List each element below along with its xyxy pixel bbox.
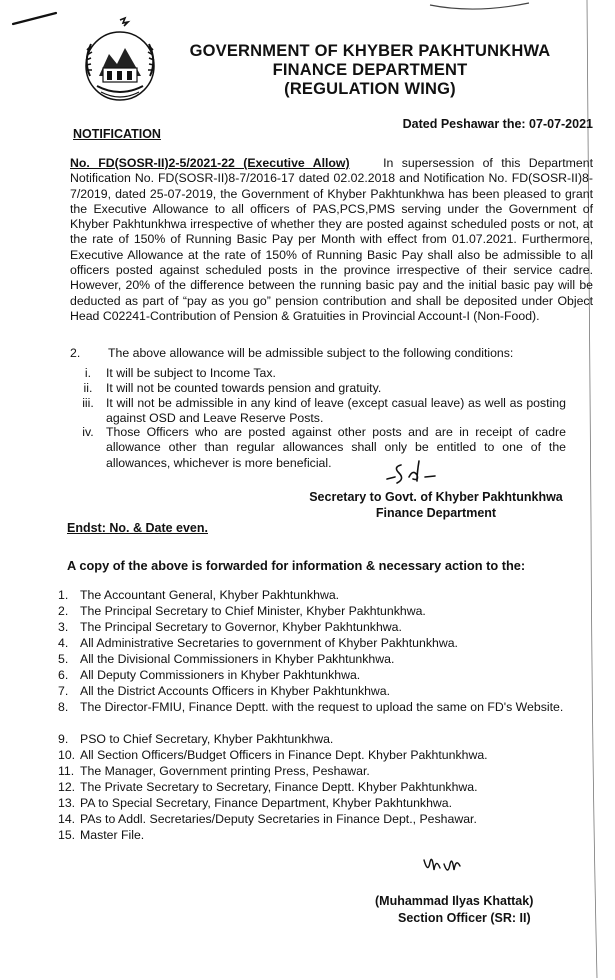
condition-text: It will be subject to Income Tax.	[106, 366, 276, 380]
condition-number: ii.	[83, 381, 93, 395]
distribution-item	[58, 604, 588, 619]
condition-text: Those Officers who are posted against other posts and are in receipt of cadre allowance other than regular allowances shall only be entitled to one of the allowances, whichever is more beneficial.	[106, 425, 566, 470]
header-line-department: FINANCE DEPARTMENT	[272, 61, 468, 79]
distribution-number: 10.	[58, 748, 76, 762]
distribution-text: Master File.	[80, 828, 145, 842]
paragraph-2-text: The above allowance will be admissible subject to the following conditions:	[108, 346, 514, 360]
signer-designation: Secretary to Govt. of Khyber Pakhtunkhwa	[309, 490, 563, 504]
distribution-number: 14.	[58, 812, 76, 826]
distribution-item	[58, 748, 588, 763]
distribution-item	[58, 796, 588, 811]
distribution-text: The Private Secretary to Secretary, Finance Deptt. Khyber Pakhtunkhwa.	[80, 780, 478, 794]
condition-text: It will not be counted towards pension and gratuity.	[106, 381, 382, 395]
handwritten-sd-signature	[383, 457, 443, 487]
distribution-text: The Principal Secretary to Chief Minister, Khyber Pakhtunkhwa.	[80, 604, 426, 618]
distribution-number: 15.	[58, 828, 76, 842]
distribution-item	[58, 668, 588, 683]
margin-mark-right	[585, 0, 615, 980]
distribution-number: 4.	[58, 636, 69, 650]
section-officer-name: (Muhammad Ilyas Khattak)	[375, 894, 534, 908]
distribution-item	[58, 636, 588, 651]
distribution-number: 2.	[58, 604, 69, 618]
condition-number: iii.	[82, 396, 94, 410]
distribution-item	[58, 700, 588, 715]
distribution-text: The Principal Secretary to Governor, Khyber Pakhtunkhwa.	[80, 620, 402, 634]
distribution-item	[58, 828, 588, 843]
distribution-text: All the Divisional Commissioners in Khyber Pakhtunkhwa.	[80, 652, 395, 666]
section-officer-title: Section Officer (SR: II)	[398, 911, 531, 925]
distribution-item	[58, 780, 588, 795]
distribution-item	[58, 684, 588, 699]
distribution-text: PA to Special Secretary, Finance Department, Khyber Pakhtunkhwa.	[80, 796, 453, 810]
notification-body: In supersession of this Department Notification No. FD(SOSR-II)8-7/2016-17 dated 02.02.2018 and Notification No. FD(SOSR-II)8-7/2019, dated 25-07-2019, the Government of Khyber Pakhtunkhwa has been pleased to grant the Executive Allowance to all officers of PAS,PCS,PMS serving under the Government of Khyber Pakhtunkhwa irrespective of whether they are posted against scheduled posts or not, at the rate of 150% of Running Basic Pay per Month with effect from 01.07.2021. Furthermore, Executive Allowance at the rate of 150% of Running Basic Pay shall also be admissible to all officers posted against scheduled posts in the province irrespective of their service cadre. However, 20% of the difference between the running basic pay and the initial basic pay will be deducted as part of “pay as you go” pension contribution and shall be deposited under Object Head C02241-Contribution of Pension & Gratuities in Provincial Account-I (Non-Food).	[70, 156, 593, 323]
paragraph-2-number: 2.	[70, 346, 81, 360]
distribution-text: The Manager, Government printing Press, Peshawar.	[80, 764, 370, 778]
distribution-item	[58, 764, 588, 779]
header-line-government: GOVERNMENT OF KHYBER PAKHTUNKHWA	[189, 42, 551, 60]
distribution-text: PAs to Addl. Secretaries/Deputy Secretaries in Finance Dept., Peshawar.	[80, 812, 477, 826]
handwritten-initials-signature	[420, 850, 480, 880]
distribution-item	[58, 732, 588, 747]
distribution-number: 1.	[58, 588, 69, 602]
notification-reference: No. FD(SOSR-II)2-5/2021-22 (Executive Allow)	[70, 156, 350, 170]
distribution-number: 6.	[58, 668, 69, 682]
distribution-number: 7.	[58, 684, 69, 698]
notification-paragraph	[70, 156, 593, 324]
distribution-number: 11.	[58, 764, 75, 778]
distribution-number: 9.	[58, 732, 69, 746]
distribution-text: All Deputy Commissioners in Khyber Pakhtunkhwa.	[80, 668, 361, 682]
distribution-number: 3.	[58, 620, 69, 634]
distribution-number: 13.	[58, 796, 76, 810]
copy-forwarded-line: A copy of the above is forwarded for information & necessary action to the:	[67, 558, 526, 573]
distribution-number: 12.	[58, 780, 76, 794]
distribution-item	[58, 620, 588, 635]
distribution-text: All Administrative Secretaries to government of Khyber Pakhtunkhwa.	[80, 636, 458, 650]
distribution-text: The Director-FMIU, Finance Deptt. with the request to upload the same on FD's Website.	[80, 700, 564, 714]
distribution-text: The Accountant General, Khyber Pakhtunkhwa.	[80, 588, 340, 602]
endorsement-line: Endst: No. & Date even.	[67, 521, 208, 535]
distribution-number: 8.	[58, 700, 69, 714]
pen-mark-top-right	[425, 0, 535, 16]
dated-line: Dated Peshawar the: 07-07-2021	[402, 117, 593, 131]
distribution-item	[58, 812, 588, 827]
condition-number: iv.	[82, 425, 94, 439]
header-line-wing: (REGULATION WING)	[284, 80, 456, 98]
signer-department: Finance Department	[375, 506, 497, 520]
distribution-text: All Section Officers/Budget Officers in Finance Dept. Khyber Pakhtunkhwa.	[80, 748, 488, 762]
pen-mark-top-left	[10, 8, 60, 28]
distribution-item	[58, 652, 588, 667]
distribution-text: All the District Accounts Officers in Khyber Pakhtunkhwa.	[80, 684, 391, 698]
condition-number: i.	[84, 366, 92, 380]
distribution-item	[58, 588, 588, 603]
condition-text: It will not be admissible in any kind of leave (except casual leave) as well as posting against OSD and Leave Reserve Posts.	[106, 396, 566, 426]
distribution-text: PSO to Chief Secretary, Khyber Pakhtunkhwa.	[80, 732, 334, 746]
notification-title: NOTIFICATION	[73, 127, 161, 141]
distribution-number: 5.	[58, 652, 69, 666]
